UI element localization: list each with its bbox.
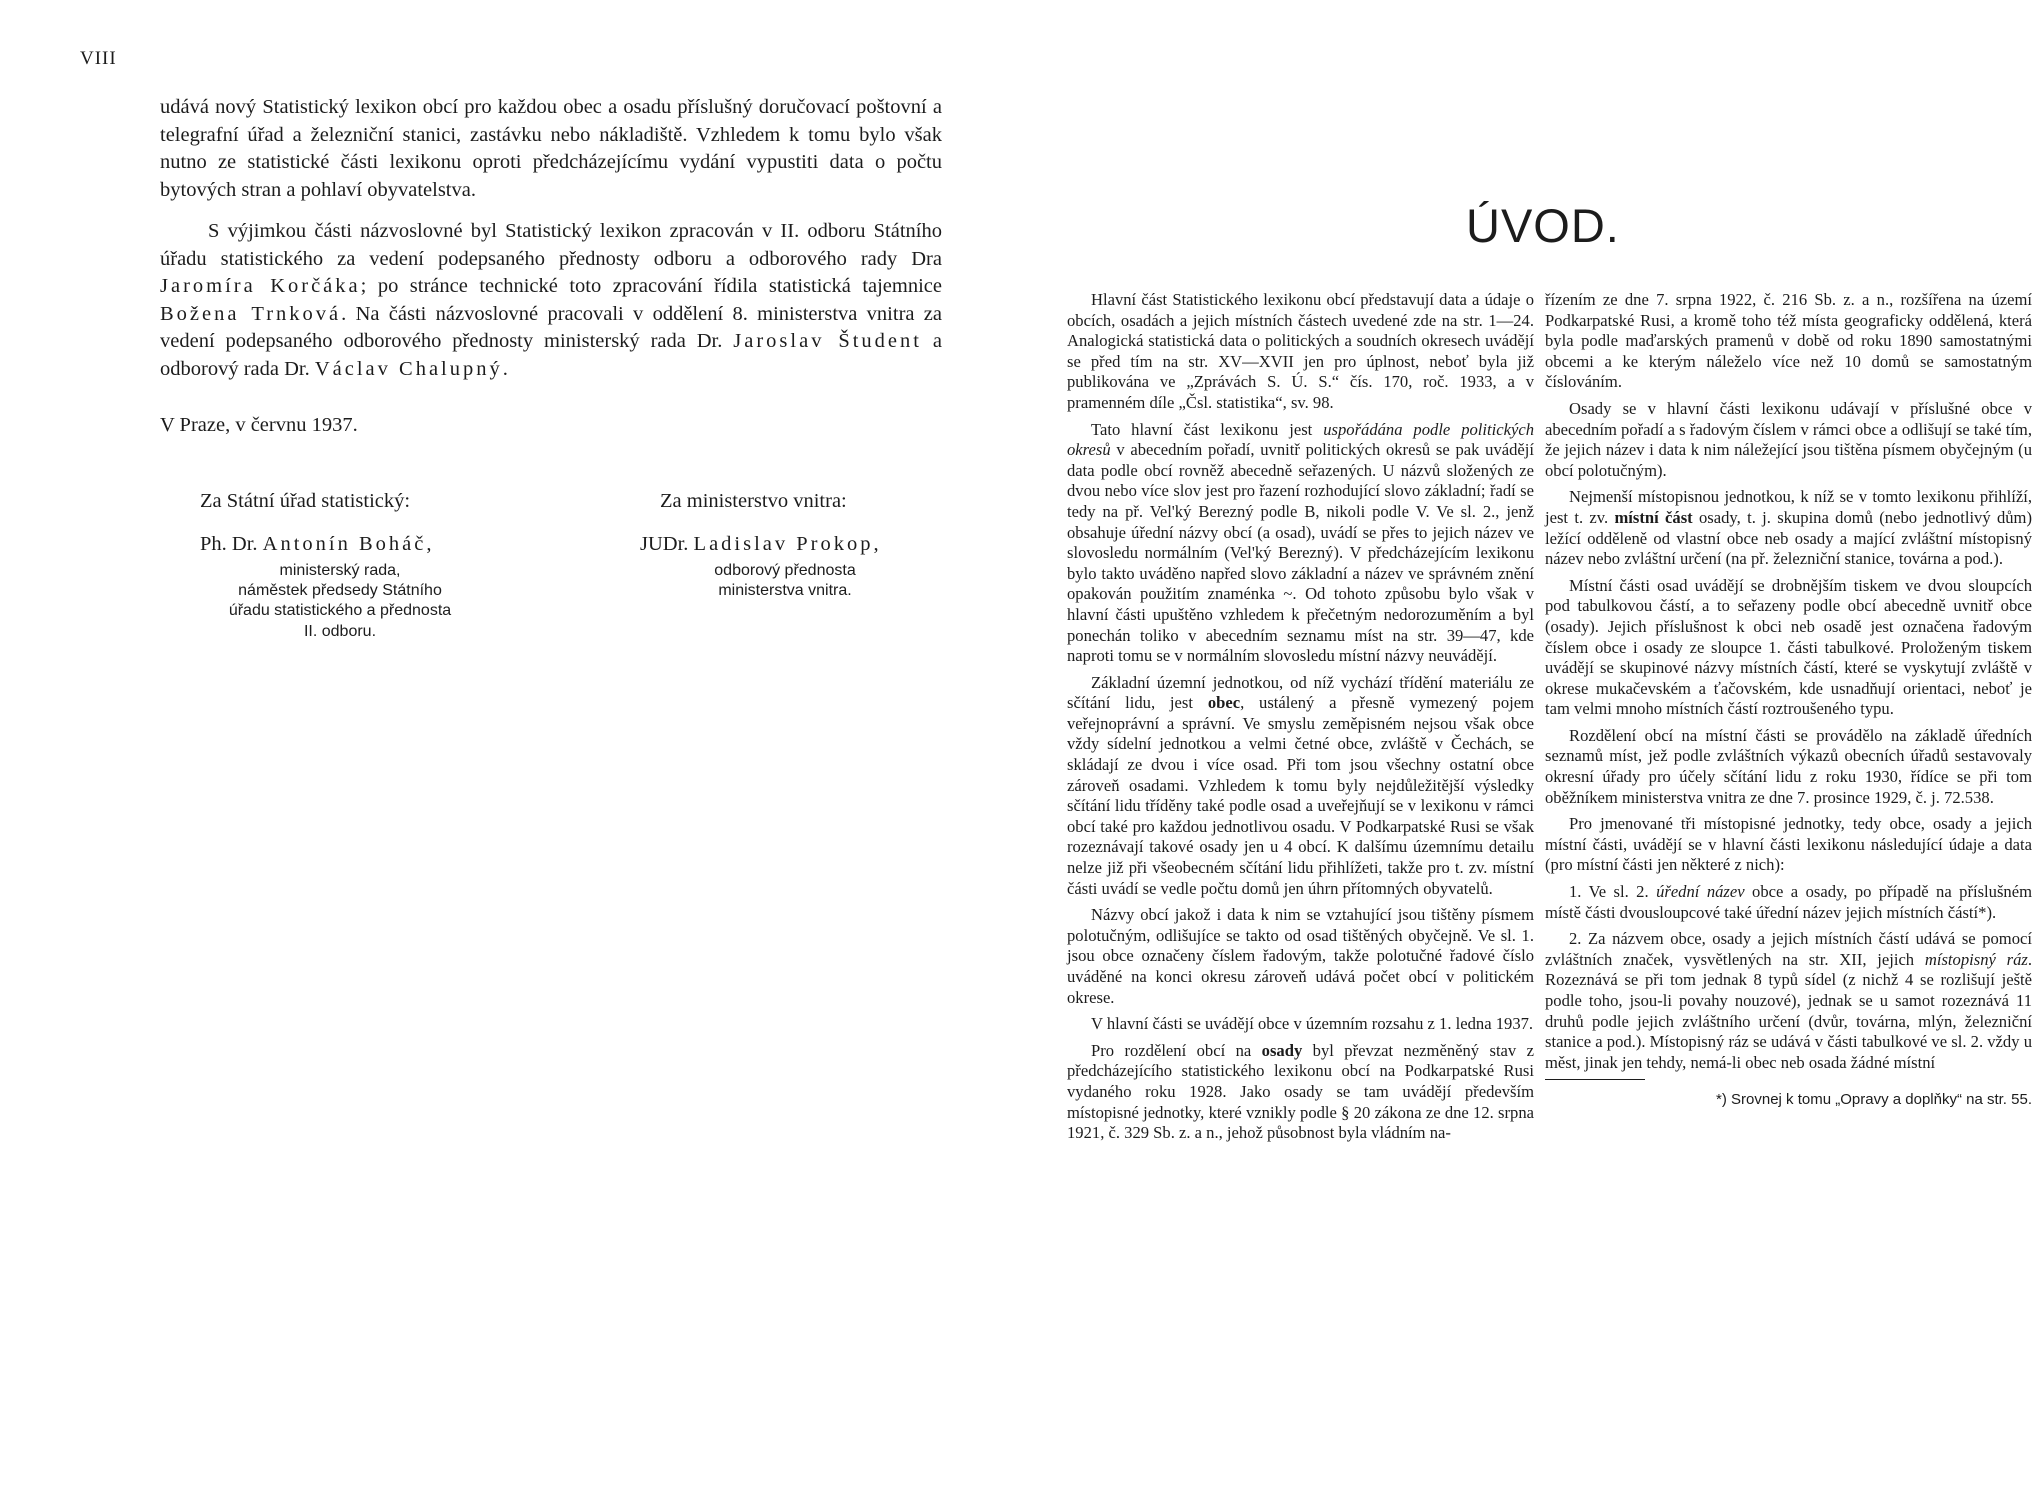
paragraph [1067,1041,1534,1144]
signature-name-interior [640,530,879,558]
bold-text: obec [1207,693,1241,713]
name-suffix: , [873,533,879,555]
person-name: Božena Trnková [160,302,342,325]
signature-role-interior [640,561,930,601]
text: Tato hlavní část lexikonu jest [1091,419,1324,439]
role-line: II. odboru. [303,622,377,640]
role-line: náměstek předsedy Státního [238,582,442,600]
bold-text: osady [1261,1040,1303,1060]
paragraph: V hlavní části se uvádějí obce v územním rozsahu z 1. ledna 1937. [1091,1014,1534,1034]
person-name: Ladislav Prokop [693,533,874,555]
role-line: úřadu statistického a přednosta [228,602,452,620]
paragraph [1067,673,1534,900]
paragraph: Názvy obcí jakož i data k nim se vztahující jsou tištěny písmem polotučným, odlišujíce se takto od osad tištěných obyčejně. Ve sl. 1. jsou obce označeny číslem řadovým, takže polotučné řadové číslo uváděné na konci okresu zároveň udává počet obcí v politickém okrese. [1067,905,1534,1007]
italic-text: místopisný ráz [1924,949,2028,969]
signature-name-statistics [200,530,431,558]
text: Základní územní jednotkou, od níž vychází třídění materiálu ze sčítání lidu, jest [1067,672,1534,713]
text: . Rozeznává se při tom jednak 8 typů sídel (z nichž 4 se rozlišují ještě podle toho, jsou-li povahy nouzové), jednak se u samot rozeznává 11 druhů podle jejich zvláštního určení (dvůr, továrna, mlýn, železniční stanice a pod.). Místopisný ráz se udává v části tabulkové ve sl. 2. vždy u měst, jinak jen tehdy, nemá-li obec neb osada žádné místní [1545,949,2032,1072]
text: Pro rozdělení obcí na [1091,1040,1262,1060]
right-page [1018,0,2036,1500]
text: 1. Ve sl. 2. [1569,882,1657,902]
text: v abecedním pořadí, uvnitř politických okresů se pak uvádějí data podle obcí rovněž abecedně seřazených. U názvů složených ze dvou nebo více slov jest pro řazení rozhodující slovo základní; řadí se tedy na př. Vel'ký Berezný podle B, nikoli podle V. Ve sl. 2., jenž obsahuje úřední názvy obcí (a osad), uvádí se přes to jejich název ve slovosledu normálním (Vel'ký Berezný). V předcházejícím lexikonu bylo takto uváděno napřed slovo základní a název ve správném znění opakován použitím znaménka ~. Od tohoto způsobu bylo však v hlavní části upuštěno vzhledem k přečetným nedorozuměním a byl ponechán toliko v abecedním seznamu míst na str. 39—47, kde naproti tomu se v normálním slovosledu místní názvy neuvádějí. [1067,440,1534,666]
text: S výjimkou části názvoslovné byl Statistický lexikon zpracován v II. odboru Státního úřadu statistického za vedení podepsaného přednosty odboru a odborového rady Dra [160,220,942,270]
paragraph: Osady se v hlavní části lexikonu udávají v příslušné obce v abecedním pořadí a s řadovým číslem v rámci obce a odlišují se také tím, že jejich název i data k nim náležející jsou tištěna písmem obyčejným (u obcí polotučným). [1545,398,2032,480]
text: Nejmenší místopisnou jednotkou, k níž se v tomto lexikonu přihlíží, jest t. zv. [1545,487,2032,527]
text-column-right [1545,290,2032,1110]
paragraph [1545,487,2032,569]
signature-heading-interior: Za ministerstvo vnitra: [660,490,847,512]
page-title: ÚVOD. [1466,199,1620,252]
paragraph [1545,882,2032,923]
footnote-divider [1545,1079,1645,1080]
person-name: Jaroslav Študent [733,330,922,353]
person-name: Antonín Boháč [262,533,427,555]
paragraph: Místní části osad uvádějí se drobnějším tiskem ve dvou sloupcích pod tabulkovou částí, a to seřazeny podle obcí abecedně uvnitř obce (osady). Jejich příslušnost k obci neb osadě jest označena řadovým číslem obce i osady ze sloupce 1. části tabulkové. Proloženým tiskem uvádějí se skupinové názvy místních částí, které se vyskytují zvláště v okrese mukačevském a ťačovském, kde usnadňují orientaci, neboť je tam velmi mnoho místních částí roztroušeného typu. [1545,575,2032,719]
signature-heading-statistics: Za Státní úřad statistický: [200,490,411,512]
text: . Na části názvoslovné pracovali v oddělení 8. ministerstva vnitra za vedení podepsaného odborového přednosty ministerský rada Dr. [160,302,943,353]
name-suffix: , [426,533,432,555]
text: 2. Za názvem obce, osady a jejich místních částí udává se pomocí zvláštních značek, vysvětlených na str. XII, jejich [1545,929,2032,969]
paragraph-2 [160,218,942,384]
person-name: Václav Chalupný [314,357,503,380]
italic-text: úřední název [1656,882,1745,902]
text: a odborový rada Dr. [160,330,942,380]
paragraph [1067,420,1534,667]
paragraph: Rozdělení obcí na místní části se provádělo na základě úředních seznamů míst, jež podle zvláštních výkazů obecních úřadů sestavovaly okresní úřady pro účely sčítání lidu z roku 1930, řídíce se při tom oběžníkem ministerstva vnitra ze dne 7. prosince 1929, č. j. 72.538. [1545,725,2032,807]
paragraph: Pro jmenované tři místopisné jednotky, tedy obce, osady a jejich místní části, uvádějí se v hlavní části lexikonu následující údaje a data (pro místní části jen některé z nich): [1545,814,2032,875]
italic-text: uspořádána podle politických okresů [1067,419,1534,460]
bold-text: místní část [1614,507,1693,527]
person-name: Jaromíra Korčáka [160,275,361,298]
text: . [502,357,508,380]
name-prefix: JUDr. [640,533,694,555]
text: obce a osady, po případě na příslušném místě části dvousloupcové také úřední název jejich místních částí*). [1545,882,2032,922]
role-line: odborový přednosta [714,562,856,579]
text: byl převzat nezměněný stav z předcházejícího statistického lexikonu obcí na Podkarpatské Rusi vydaného roku 1928. Jako osady se tam uvádějí především místopisné jednotky, které vznikly podle § 20 zákona ze dne 12. srpna 1921, č. 329 Sb. z. a n., jehož působnost byla vládním na- [1067,1040,1534,1143]
signature-role-statistics [180,561,500,642]
text: osady, t. j. skupina domů (nebo jednotlivý dům) ležící odděleně od vlastní obce neb osady a mající zvláštní místopisný název nebo zvláštní určení (na př. železniční stanice, továrna a pod.). [1545,507,2032,569]
role-line: ministerstva vnitra. [718,582,852,600]
paragraph-1: udává nový Statistický lexikon obcí pro každou obec a osadu příslušný doručovací poštovní a telegrafní úřad a železniční stanici, zastávku nebo nákladiště. Vzhledem k tomu bylo však nutno ze statistické části lexikonu oproti předcházejícímu vydání vypustiti data o počtu bytových stran a pohlaví obyvatelstva. [160,96,942,201]
paragraph [1545,929,2032,1073]
date-line: V Praze, v červnu 1937. [160,414,358,436]
footnote: *) Srovnej k tomu „Opravy a doplňky“ na str. 55. [1716,1091,2032,1109]
text: , ustálený a přesně vymezený pojem veřejnoprávní a správní. Ve smyslu zeměpisném nejsou však obce vždy sídelní jednotkou a velmi četné obce, zvláště v Čechách, se skládají ze dvou i více osad. Při tom jsou všechny ostatní obce zároveň osadami. Vzhledem k tomu byly nejdůležitější výsledky sčítání lidu tříděny také podle osad a uveřejňují se v lexikonu v rámci obcí také pro každou jednotlivou osadu. V Podkarpatské Rusi se však rozeznávají takové osady jen u 4 obcí. K dalšímu územnímu detailu nelze již při všeobecném sčítání lidu přihlížeti, takže pro t. zv. místní části uvádí se vedle počtu domů jen úhrn přítomných obyvatelů. [1067,693,1534,898]
text: ; po stránce technické toto zpracování řídila statistická tajemnice [360,275,942,298]
name-prefix: Ph. Dr. [200,533,263,555]
paragraph: Hlavní část Statistického lexikonu obcí představují data a údaje o obcích, osadách a jejich místních částech uvedené zde na str. 1—24. Analogická statistická data o politických a soudních okresech uvádějí se před tím na str. XV—XVII jen pro úplnost, neboť byla již publikována ve „Zprávách S. Ú. S.“ čís. 170, roč. 1933, a v pramenném díle „Čsl. statistika“, sv. 98. [1067,290,1534,412]
role-line: ministerský rada, [279,562,401,579]
text-column-left [1067,290,1534,1150]
page-number: VIII [80,48,117,69]
paragraph: řízením ze dne 7. srpna 1922, č. 216 Sb. z. a n., rozšířena na území Podkarpatské Rusi, a kromě toho též místa geograficky oddělená, která byla podle maďarských pramenů v době od roku 1890 samostatnými obcemi a ke kterým náleželo více než 10 domů se samostatným číslováním. [1545,290,2032,392]
